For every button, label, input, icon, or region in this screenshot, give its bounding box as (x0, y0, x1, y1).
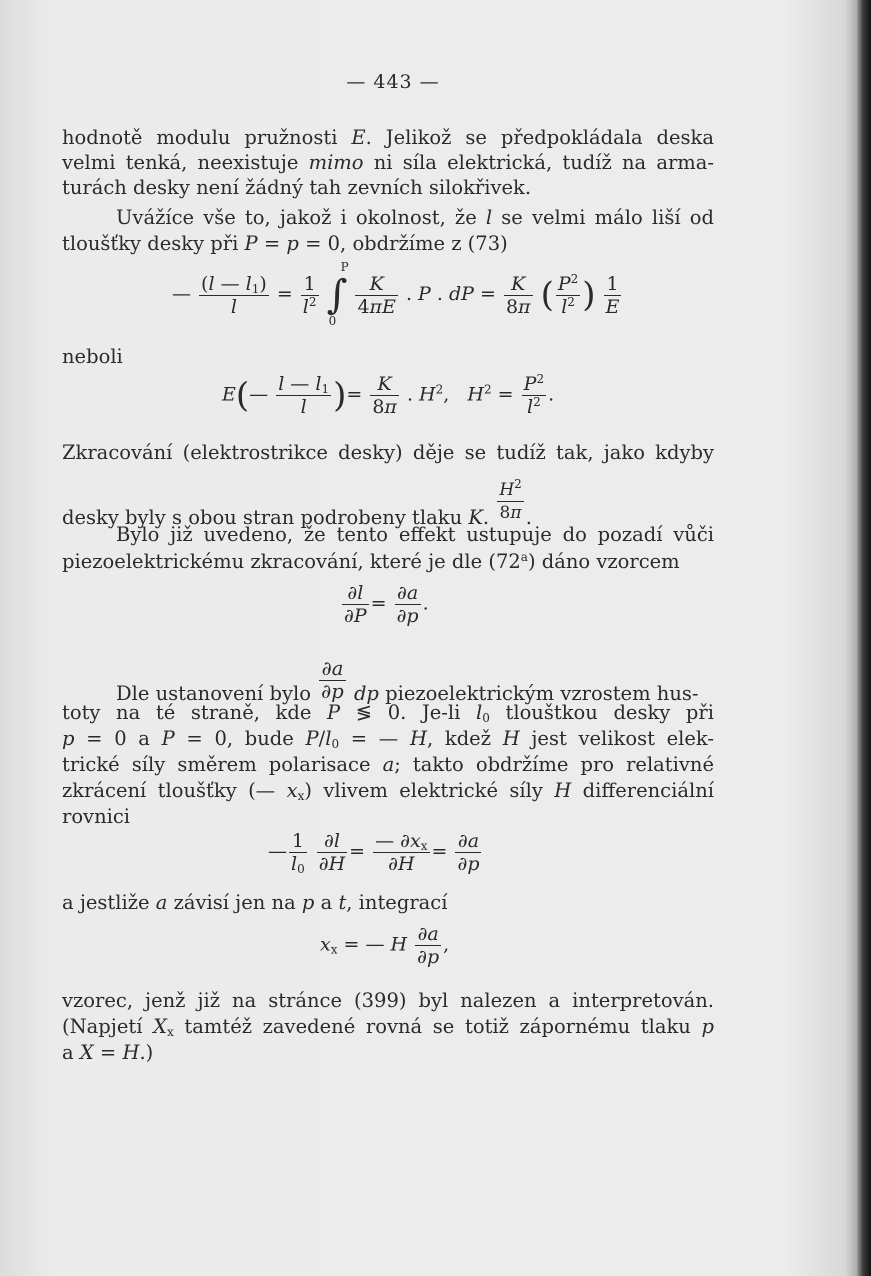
book-spine-shadow (857, 0, 871, 1276)
text-line: piezoelektrickému zkracování, které je dle (72$^a$) dáno vzorcem (62, 550, 680, 573)
text-line: hodnotě modulu pružnosti E. Jelikož se předpokládala deska (62, 126, 715, 149)
page-number: — 443 — (346, 71, 440, 93)
text-line: neboli (62, 345, 123, 368)
text-line: vzorec, jenž již na stránce (399) byl nalezen a interpretován. (62, 989, 714, 1012)
equation-2: E(— $\frac{l — l_1}{l}$ )= $\frac{K}{8\pi}$ . $H^2$, $H^2$ = $\frac{P^2}{l^2}$ . (222, 372, 555, 418)
text-line: velmi tenká, neexistuje mimo ni síla elektrická, tudíž na arma- (62, 151, 714, 174)
text-line: turách desky není žádný tah zevních silokřivek. (62, 176, 532, 199)
text-line: zkrácení tloušťky (— $x_x$) vlivem elektrické síly H differenciální (62, 779, 714, 803)
equation-4: — $\frac{1}{l_0}$ $\frac{\partial l}{\partial H}$ = $\frac{— \partial x_x}{\partial H}$ = $\frac{\partial a}{\partial p}$ (268, 830, 480, 876)
text-line: tloušťky desky při P = p = 0, obdržíme z (73) (62, 232, 508, 255)
text-line: p = 0 a P = 0, bude $P/l_0$ = — H, kdež H jest velikost elek- (62, 727, 714, 751)
text-line: a X = H.) (62, 1041, 154, 1064)
text-line: Bylo již uvedeno, že tento effekt ustupuje do pozadí vůči (116, 523, 714, 546)
equation-1: — $\frac{(l — l_1)}{l}$ = $\frac{1}{l^2}$ ∫ P 0 $\frac{K}{4\pi E}$ . P . dP = $\frac{K}{8\pi}$ ( $\frac{P^2}{l^2}$ ) $\frac{1}{E}$ (172, 260, 620, 328)
equation-5: $x_x$ = — H $\frac{\partial a}{\partial p}$ , (320, 923, 450, 968)
text-line: toty na té straně, kde P ≶ 0. Je-li $l_0$ tlouštkou desky při (62, 701, 714, 725)
text-line: desky byly s obou stran podrobeny tlaku K. $\frac{H^2}{8\pi}$ . (62, 477, 532, 529)
equation-3: $\frac{\partial l}{\partial P}$ = $\frac{\partial a}{\partial p}$ . (344, 582, 429, 627)
text-line: Dle ustanovení bylo $\frac{\partial a}{\partial p}$ dp piezoelektrickým vzrostem hus- (116, 657, 699, 705)
text-line: trické síly směrem polarisace a; takto obdržíme pro relativné (62, 753, 714, 776)
text-line: Zkracování (elektrostrikce desky) děje se tudíž tak, jako kdyby (62, 441, 714, 464)
text-line: Uvážíce vše to, jakož i okolnost, že l se velmi málo liší od (116, 206, 715, 229)
text-line: rovnici (62, 805, 131, 828)
text-line: (Napjetí $X_x$ tamtéž zavedené rovná se totiž zápornému tlaku p (62, 1015, 714, 1039)
text-line: a jestliže a závisí jen na p a t, integrací (62, 891, 448, 914)
